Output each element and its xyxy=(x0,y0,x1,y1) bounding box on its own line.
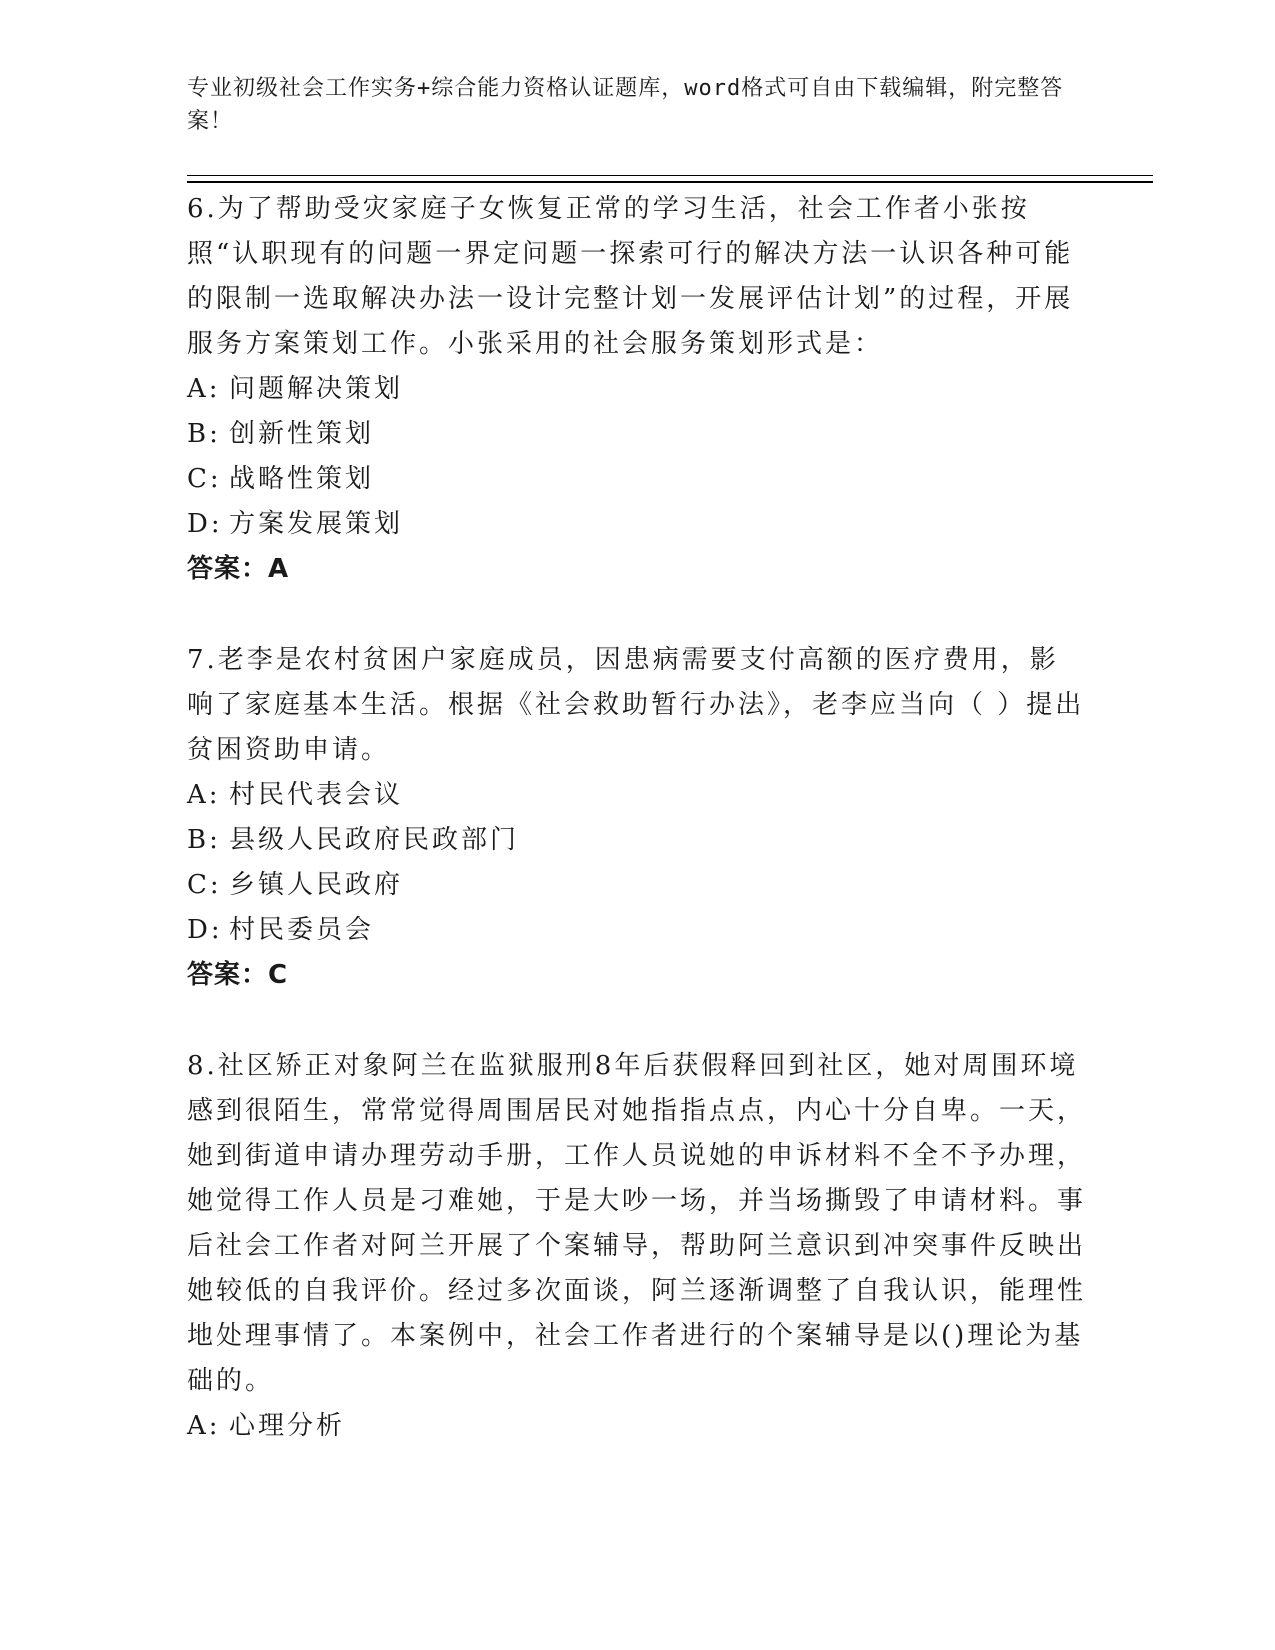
option-b xyxy=(187,818,1087,863)
option-list xyxy=(187,1404,1087,1449)
answer-label: 答案：A xyxy=(187,554,290,584)
option-key: C: xyxy=(187,464,222,494)
page-header: 专业初级社会工作实务+综合能力资格认证题库，word格式可自由下载编辑，附完整答案！ xyxy=(187,76,1064,134)
option-c xyxy=(187,457,1087,502)
option-key: B: xyxy=(187,419,221,449)
option-text: 乡镇人民政府 xyxy=(229,870,404,900)
question-list xyxy=(187,187,1087,1495)
question-stem: 7.老李是农村贫困户家庭成员，因患病需要支付高额的医疗费用，影响了家庭基本生活。根据《社会救助暂行办法》，老李应当向（ ）提出贫困资助申请。 xyxy=(187,645,1085,765)
option-text: 创新性策划 xyxy=(229,419,375,449)
option-text: 问题解决策划 xyxy=(229,374,404,404)
header-divider-thick xyxy=(187,181,1153,183)
option-text: 心理分析 xyxy=(229,1411,346,1441)
option-key: A: xyxy=(187,374,221,404)
option-a xyxy=(187,367,1087,412)
option-list xyxy=(187,773,1087,953)
option-key: D: xyxy=(187,509,223,539)
option-key: A: xyxy=(187,780,221,810)
question-8 xyxy=(187,1044,1087,1449)
option-a xyxy=(187,773,1087,818)
option-d xyxy=(187,502,1087,547)
question-7 xyxy=(187,638,1087,998)
option-b xyxy=(187,412,1087,457)
question-stem: 8.社区矫正对象阿兰在监狱服刑8年后获假释回到社区，她对周围环境感到很陌生，常常觉得周围居民对她指指点点，内心十分自卑。一天，她到街道申请办理劳动手册，工作人员说她的申诉材料不全不予办理，她觉得工作人员是刁难她，于是大吵一场，并当场撕毁了申请材料。事后社会工作者对阿兰开展了个案辅导，帮助阿兰意识到冲突事件反映出她较低的自我评价。经过多次面谈，阿兰逐渐调整了自我认识，能理性地处理事情了。本案例中，社会工作者进行的个案辅导是以()理论为基础的。 xyxy=(187,1051,1087,1396)
option-c xyxy=(187,863,1087,908)
option-list xyxy=(187,367,1087,547)
option-key: A: xyxy=(187,1411,221,1441)
option-key: C: xyxy=(187,870,222,900)
option-a xyxy=(187,1404,1087,1449)
option-text: 县级人民政府民政部门 xyxy=(229,825,520,855)
header-divider-thin xyxy=(187,175,1153,176)
answer-label: 答案：C xyxy=(187,960,289,990)
option-d xyxy=(187,908,1087,953)
question-stem: 6.为了帮助受灾家庭子女恢复正常的学习生活，社会工作者小张按照“认职现有的问题一界定问题一探索可行的解决方法一认识各种可能的限制一选取解决办法一设计完整计划一发展评估计划”的过程，开展服务方案策划工作。小张采用的社会服务策划形式是： xyxy=(187,194,1074,359)
option-text: 村民代表会议 xyxy=(229,780,404,810)
option-text: 战略性策划 xyxy=(229,464,375,494)
option-key: D: xyxy=(187,915,223,945)
option-key: B: xyxy=(187,825,221,855)
option-text: 村民委员会 xyxy=(229,915,375,945)
question-6 xyxy=(187,187,1087,592)
option-text: 方案发展策划 xyxy=(229,509,404,539)
